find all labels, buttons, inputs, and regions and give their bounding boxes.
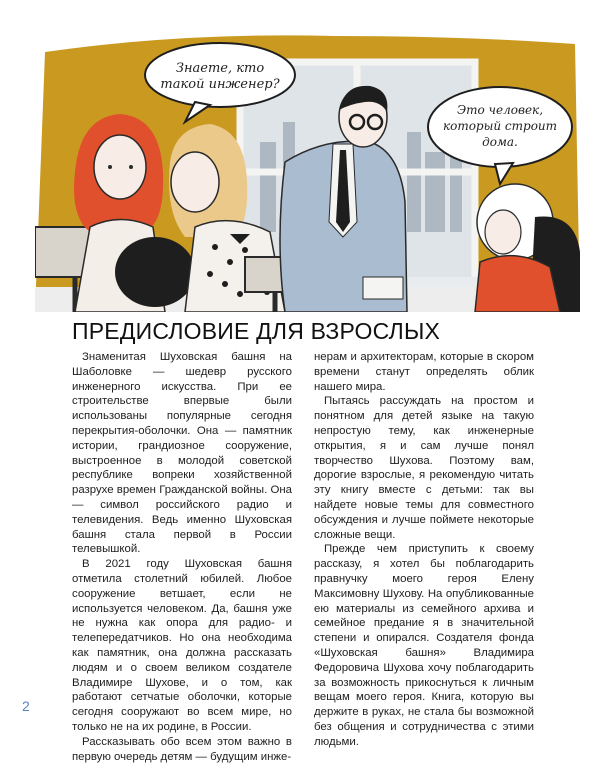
bubble-left-line-2: такой инженер? [160,77,280,92]
paragraph: нерам и архитекторам, которые в скором времени станут определять облик нашего мира. [314,351,534,393]
paragraph: Пытаясь рассуждать на простом и понятном для детей языке на такую непростую тему, как инженерные открытия, я и сам лучше понял творчество Шухова. Поэтому вам, дорогие взрослые, я рекомендую читать эту книгу вместе с детьми: так вы найдете новые темы для совместного обсуждения и лучше поймете некоторые сложные вещи. [314,395,534,541]
bubble-right-line-1: Это человек, [456,103,544,117]
paragraph: Знаменитая Шуховская башня на Шаболовке — шедевр русского инженерного искусства. При ее строительстве впервые были использованы популярные сегодня перекрытия-оболочки. Она — памятник истории, грандиозное сооружение, выстроенное в молодой советской республике вопреки хозяйственной разрухе времен Гражданской войны. Она — символ российского радио и телевидения. Ведь именно Шуховская башня стала первой в России телевышкой. [72,351,292,556]
header-illustration [35,22,580,312]
paragraph: В 2021 году Шуховская башня отметила столетний юбилей. Любое сооружение ветшает, если не используется человеком. Да, башня уже не нужна как опора для радио- и телепередатчиков. Но она необходима как памятник, она должна рассказать людям и о своем великом создателе Владимире Шухове, и о том, как работают сетчатые оболочки, которые сегодня сооружают во всем мире, но только не на их родине, в России. [72,558,292,733]
bubble-right-line-2: который строит [442,119,558,133]
bubble-right-line-3: дома. [482,135,518,149]
paragraph: Рассказывать обо всем этом важно в первую очередь детям — будущим инже- [72,735,292,763]
page-number: 2 [22,698,30,714]
classroom-scene [35,22,580,312]
page-title: ПРЕДИСЛОВИЕ ДЛЯ ВЗРОСЛЫХ [72,318,441,344]
bubble-left-line-1: Знаете, кто [175,61,265,76]
text-columns [72,350,534,764]
column-left [72,350,292,764]
column-right [314,350,534,764]
paragraph: Прежде чем приступить к своему рассказу, я хотел бы поблагодарить правнучку моего героя Елену Максимовну Шухову. На опубликованные ею материалы из семейного архива и семейное предание я в значительной степени и опирался. Создателя фонда «Шуховская башня» Владимира Федоровича Шухова хочу поблагодарить за возможность прикоснуться к личным вещам моего героя. Книга, которую вы держите в руках, не стала бы возможной без общения и сотрудничества с этими людьми. [314,543,534,748]
girl-dark-hair [115,237,195,307]
